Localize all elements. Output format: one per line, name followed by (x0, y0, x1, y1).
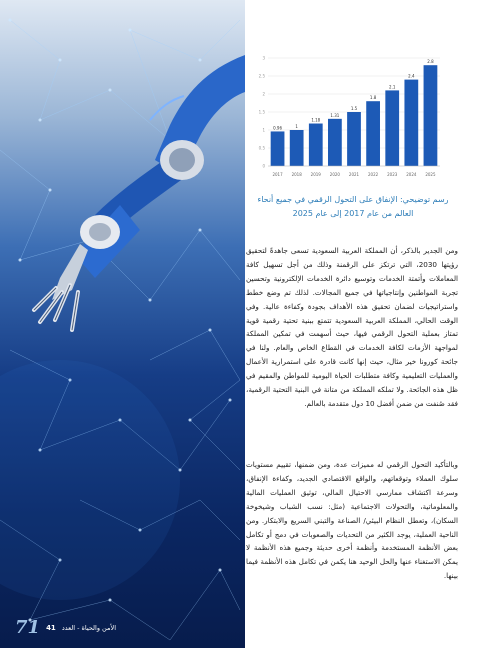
x-tick-label: 2017 (272, 172, 283, 177)
body-paragraph-2: وبالتأكيد التحول الرقمي له مميزات عدة، ومن ضمنها، تقييم مستويات سلوك العملاء وتوقعاتهم، والواقع الاقتصادي الجديد، وكفاءة الإنفاق، وسرعة اكتشاف ممارسي الاحتيال المالي، توثيق العمليات المالية والمعلوماتية، والتحولات الاجتماعية (مثل: نسب الشباب وشيخوخة السكان)، وتعطل النظام البيئي/ الصناعة والتبني السريع والابتكار. ومن الناحية العملية، يوجد الكثير من التحديات والصعوبات في دمج أو تكامل بعض الأنظمة المستخدمة وأنظمة أخرى حديثة وجميع هذه الأنظمة لا يمكن الاستغناء عنها والحل الوحيد هنا يكمن في تكامل هذه الأنظمة فيما بينها. (246, 460, 458, 581)
data-label: 2.1 (389, 84, 396, 90)
y-tick-label: 2 (262, 91, 265, 97)
chart-caption: رسم توضيحي: الإنفاق على التحول الرقمي في جميع أنحاء العالم من عام 2017 إلى عام 2025 (257, 195, 449, 218)
x-tick-label: 2023 (387, 172, 398, 177)
bar (271, 131, 285, 166)
page-number: 41 (46, 624, 56, 632)
magazine-name: الأمن والحياة - العدد (61, 624, 116, 632)
bar (309, 124, 323, 166)
chart-canvas (250, 50, 445, 180)
x-tick-label: 2019 (310, 172, 321, 177)
y-tick-label: 1.5 (258, 109, 265, 115)
y-tick-label: 0.5 (258, 145, 265, 151)
bar (404, 80, 418, 166)
data-label: 1 (295, 124, 298, 129)
data-label: 1.5 (350, 106, 358, 111)
x-tick-label: 2018 (291, 172, 302, 177)
bar (328, 119, 342, 166)
spending-bar-chart (250, 50, 445, 180)
x-tick-label: 2021 (348, 172, 360, 177)
data-label: 2.4 (408, 73, 415, 79)
x-tick-label: 2025 (425, 172, 436, 177)
data-label: 1.8 (369, 95, 377, 101)
data-label: 1.31 (330, 112, 340, 118)
footer-logo: 71 (15, 617, 41, 638)
page-footer (15, 618, 116, 638)
body-paragraph-1: ومن الجدير بالذكر، أن المملكة العربية السعودية تسعى جاهدةً لتحقيق رؤيتها 2030، التي ترتكز على الرقمنة وذلك من أجل تسهيل كافة المعاملات وأتمتة الخدمات وتوسيع دائرة الخدمات الإلكترونية وتحسين تجربة المواطنين وإنتاجياتها في جميع المجالات. لذلك تم وضع خطط واستراتيجيات لضمان تحقيق هذه الأهداف بجودة وكفاءة عالية. وفي الوقت الحالي، المملكة العربية السعودية تتمتع ببنية تحتية رقمية قوية تمتاز بعملية التحول الرقمي فيها، حيث أسهمت في تمكين المملكة لمواجهة الأزمات لكافة الخدمات في القطاع الخاص والعام. ولنا في جائحة كورونا خير مثال، حيث إنها كانت قادرة على استمرارية الأعمال والعمليات التعليمية وكافة متطلبات الحياة اليومية للمواطن والمقيم في ظل هذه الجائحة. ولا تملكه المملكة من متانة في البنية التحتية الرقمية، فقد صُنفت من ضمن أفضل 10 دول متقدمة بالعالم. (246, 246, 459, 408)
data-label: 1.18 (311, 117, 321, 123)
x-tick-label: 2024 (406, 172, 417, 177)
bar (347, 112, 361, 166)
bar (424, 65, 438, 166)
data-label: 0.96 (273, 125, 283, 131)
bar (366, 101, 380, 166)
x-tick-label: 2022 (368, 172, 379, 177)
bar (385, 90, 399, 166)
data-label: 2.8 (427, 59, 434, 65)
y-tick-label: 0 (262, 163, 265, 169)
y-tick-label: 3 (262, 55, 265, 61)
y-tick-label: 1 (262, 127, 265, 133)
y-tick-label: 2.5 (258, 73, 265, 79)
x-tick-label: 2020 (329, 172, 340, 177)
bar (290, 130, 304, 166)
